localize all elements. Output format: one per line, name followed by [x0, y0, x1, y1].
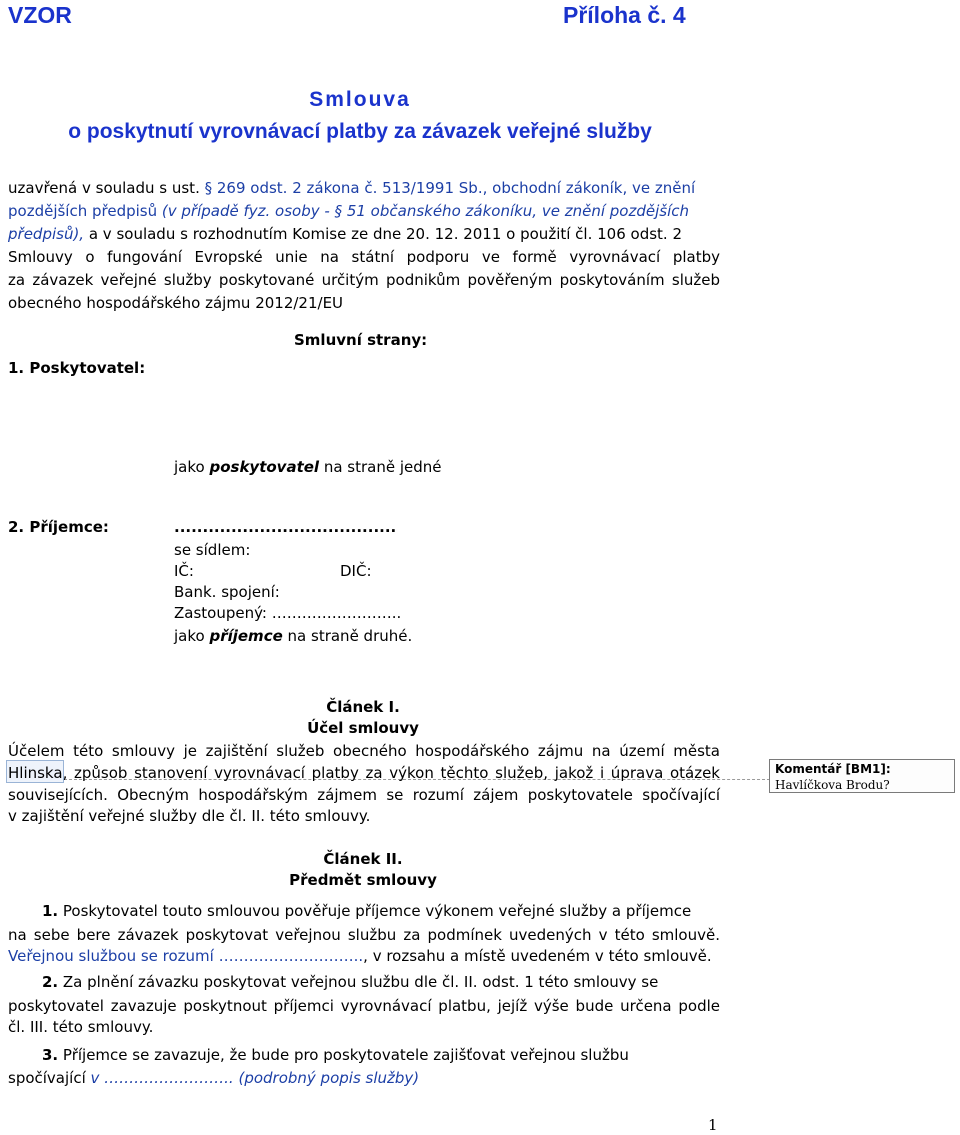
service-description-blank: v …………………….. (podrobný popis služby)	[90, 1069, 420, 1087]
intro-text: a v souladu s rozhodnutím Komise ze dne 20. 12. 2011 o použití čl. 106 odst. 2	[84, 225, 682, 243]
intro-line-5: za závazek veřejné služby poskytované určitým podnikům pověřeným poskytováním služeb	[8, 271, 720, 289]
page-number: 1	[708, 1116, 718, 1134]
article-2-para-3-line-2: spočívající v …………………….. (podrobný popis služby)	[8, 1069, 420, 1087]
service-definition-blank: Veřejnou službou se rozumí ………………………..	[8, 947, 364, 965]
intro-line-6: obecného hospodářského zájmu 2012/21/EU	[8, 294, 344, 312]
recipient-role-term: příjemce	[209, 627, 283, 645]
header-vzor: VZOR	[8, 2, 72, 28]
recipient-bank: Bank. spojení:	[174, 583, 280, 601]
recipient-name-blank: .......................................	[174, 518, 397, 536]
article-2-para-2-line-2: poskytovatel zavazuje poskytnout příjemci vyrovnávací platbu, jejíž výše bude určena podle	[8, 997, 720, 1015]
para-number: 3.	[42, 1046, 59, 1064]
recipient-seat: se sídlem:	[174, 541, 251, 559]
intro-note: (v případě fyz. osoby - § 51 občanského zákoníku, ve znění pozdějších	[161, 202, 689, 220]
parties-heading: Smluvní strany:	[294, 331, 428, 349]
intro-note: předpisů),	[8, 225, 85, 243]
intro-text: uzavřená v souladu s ust.	[8, 179, 205, 197]
recipient-ic: IČ:	[174, 562, 194, 580]
intro-law-ref: pozdějších předpisů	[8, 202, 162, 220]
article-1-title: Účel smlouvy	[307, 719, 419, 737]
contract-title: Smlouva	[309, 88, 411, 111]
contract-subtitle: o poskytnutí vyrovnávací platby za závazek veřejné služby	[68, 120, 652, 143]
recipient-role: jako příjemce na straně druhé.	[174, 627, 413, 645]
comment-text: Havlíčkova Brodu?	[775, 778, 890, 792]
article-2-para-1-line-3: Veřejnou službou se rozumí ……………………….., v rozsahu a místě uvedeném v této smlouvě.	[8, 947, 712, 965]
article-2-para-2-line-3: čl. III. této smlouvy.	[8, 1018, 154, 1036]
provider-role: jako poskytovatel na straně jedné	[174, 458, 442, 476]
intro-line-3	[8, 223, 720, 245]
provider-label: 1. Poskytovatel:	[8, 359, 146, 377]
commented-text[interactable]: Hlinska	[8, 764, 63, 782]
article-1-line-4: v zajištění veřejné služby dle čl. II. této smlouvy.	[8, 807, 371, 825]
comment-label: Komentář [BM1]:	[775, 762, 891, 776]
article-2-para-2-line-1: 2. Za plnění závazku poskytovat veřejnou službu dle čl. II. odst. 1 této smlouvy se	[42, 973, 659, 991]
recipient-rep: Zastoupený: ……………………..	[174, 604, 402, 622]
intro-line-1	[8, 177, 720, 199]
intro-law-ref: § 269 odst. 2 zákona č. 513/1991 Sb., obchodní zákoník, ve znění	[204, 179, 696, 197]
intro-line-2	[8, 200, 720, 222]
recipient-dic: DIČ:	[340, 562, 372, 580]
article-2-para-3-line-1: 3. Příjemce se zavazuje, že bude pro poskytovatele zajišťovat veřejnou službu	[42, 1046, 629, 1064]
header-appendix: Příloha č. 4	[563, 2, 686, 28]
article-1-line-3: souvisejících. Obecným hospodářským zájmem se rozumí zájem poskytovatele spočívající	[8, 786, 720, 804]
article-2-para-1-line-2: na sebe bere závazek poskytovat veřejnou službu za podmínek uvedených v této smlouvě.	[8, 926, 720, 944]
provider-role-term: poskytovatel	[209, 458, 320, 476]
recipient-label: 2. Příjemce:	[8, 518, 109, 536]
article-2-number: Článek II.	[323, 850, 403, 868]
comment-balloon[interactable]	[769, 759, 955, 793]
article-2-para-1-line-1: 1. Poskytovatel touto smlouvou pověřuje příjemce výkonem veřejné služby a příjemce	[42, 902, 692, 920]
article-1-number: Článek I.	[326, 698, 400, 716]
intro-line-4: Smlouvy o fungování Evropské unie na státní podporu ve formě vyrovnávací platby	[8, 248, 720, 266]
article-1-line-1: Účelem této smlouvy je zajištění služeb obecného hospodářského zájmu na území města	[8, 742, 720, 760]
para-number: 1.	[42, 902, 59, 920]
article-2-title: Předmět smlouvy	[289, 871, 437, 889]
para-number: 2.	[42, 973, 59, 991]
article-1-line-2: Hlinska, způsob stanovení vyrovnávací platby za výkon těchto služeb, jakož i úprava otázek	[8, 764, 720, 782]
